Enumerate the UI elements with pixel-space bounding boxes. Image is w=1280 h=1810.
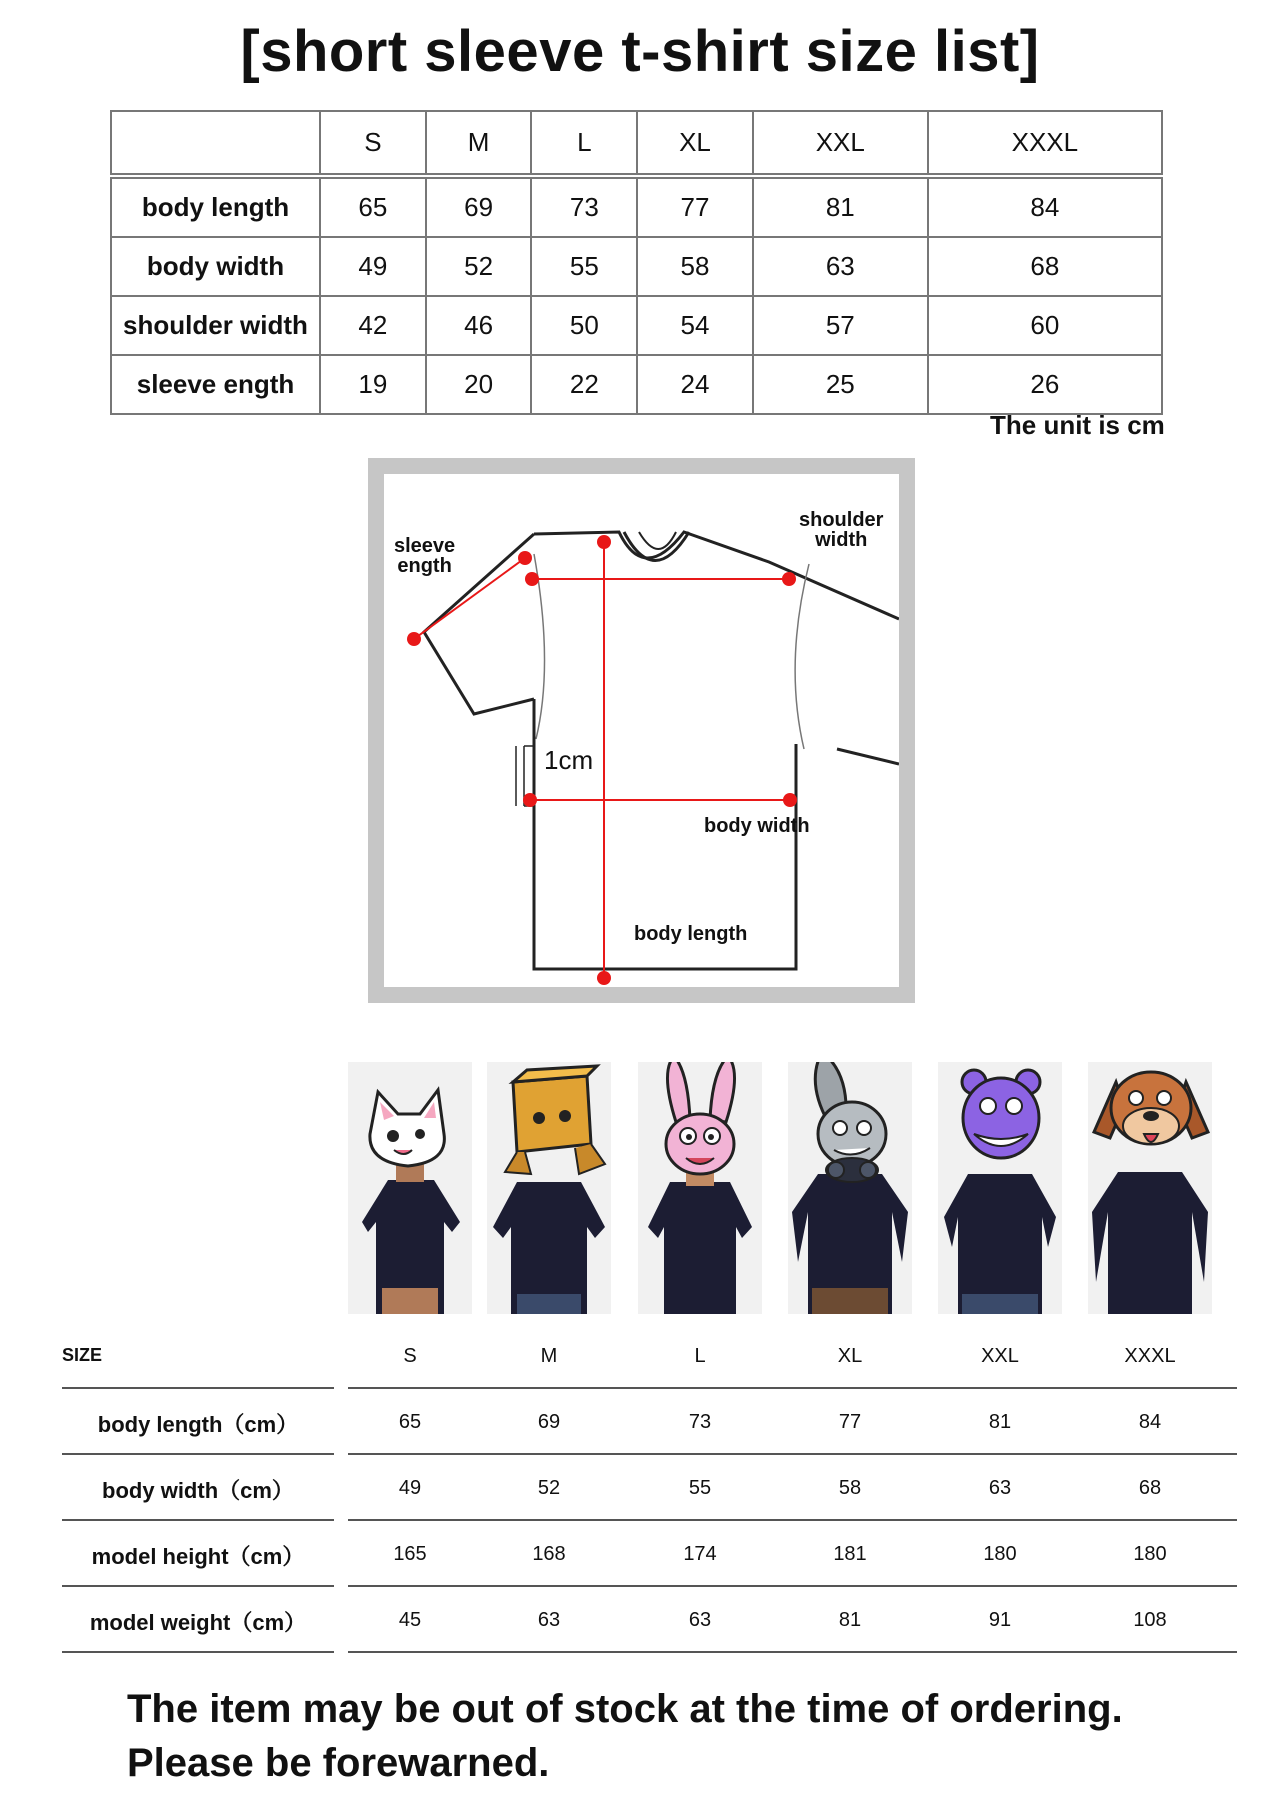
table-cell: 63 (753, 237, 928, 296)
model-photo-m (487, 1062, 611, 1314)
measure-point (525, 572, 539, 586)
table-cell: 45 (398, 1609, 422, 1631)
body-width-label: body width (704, 815, 810, 837)
table-row (111, 237, 1162, 296)
table-cell: 174 (683, 1543, 717, 1565)
table-row (111, 355, 1162, 414)
table-cell: 168 (532, 1543, 566, 1565)
brown-dog-mask-icon (1088, 1062, 1212, 1314)
offset-label: 1cm (544, 745, 594, 775)
table-cell: 63 (688, 1609, 712, 1631)
measure-point (597, 535, 611, 549)
table-cell: 81 (838, 1609, 862, 1631)
table-cell: 19 (320, 355, 426, 414)
size-column-header: SIZE (62, 1345, 103, 1365)
table-cell: 57 (753, 296, 928, 355)
table-cell: 68 (928, 237, 1162, 296)
table-cell: 81 (753, 176, 928, 237)
table-cell: 55 (531, 237, 637, 296)
table-cell: 49 (320, 237, 426, 296)
cardboard-box-mask-icon (487, 1062, 611, 1314)
table-cell: 165 (393, 1543, 427, 1565)
row-label: sleeve ength (111, 355, 320, 414)
table-cell: 46 (426, 296, 532, 355)
model-photo-l (638, 1062, 762, 1314)
table-cell: 65 (398, 1411, 422, 1433)
row-label: body length（cm） (97, 1412, 299, 1437)
row-label: shoulder width (111, 296, 320, 355)
table-cell: 180 (983, 1543, 1017, 1565)
table-cell: 22 (531, 355, 637, 414)
row-divider (62, 1453, 334, 1455)
table-cell: 84 (928, 176, 1162, 237)
corner-cell (111, 111, 320, 176)
table-cell: 84 (1138, 1411, 1162, 1433)
pink-rabbit-mask-icon (638, 1062, 762, 1314)
size-table (110, 110, 1163, 415)
size-header: S (403, 1345, 417, 1367)
table-cell: 108 (1133, 1609, 1167, 1631)
shoulder-width-label: shoulder width (799, 509, 884, 551)
measure-point (782, 572, 796, 586)
table-cell: 77 (838, 1411, 862, 1433)
row-label: body length (111, 176, 320, 237)
measure-point (597, 971, 611, 985)
measurement-diagram (368, 458, 915, 1003)
table-cell: 54 (637, 296, 753, 355)
row-label: body width（cm） (102, 1478, 294, 1503)
table-cell: 20 (426, 355, 532, 414)
size-header: XXL (981, 1345, 1019, 1367)
body-length-label: body length (634, 923, 748, 945)
size-header-row (111, 111, 1162, 176)
table-cell: 73 (688, 1411, 712, 1433)
table-cell: 52 (426, 237, 532, 296)
table-cell: 181 (833, 1543, 867, 1565)
table-cell: 77 (637, 176, 753, 237)
row-divider (348, 1387, 1237, 1389)
row-divider (62, 1519, 334, 1521)
table-cell: 50 (531, 296, 637, 355)
table-cell: 24 (637, 355, 753, 414)
size-header: S (320, 111, 426, 176)
table-cell: 65 (320, 176, 426, 237)
table-row (111, 296, 1162, 355)
table-cell: 52 (537, 1477, 561, 1499)
table-cell: 58 (637, 237, 753, 296)
notice-line: The item may be out of stock at the time of ordering. (127, 1687, 1123, 1731)
measure-point (523, 793, 537, 807)
table-cell: 25 (753, 355, 928, 414)
model-photo-xl (788, 1062, 912, 1314)
table-row (111, 176, 1162, 237)
table-cell: 42 (320, 296, 426, 355)
purple-bear-mask-icon (938, 1062, 1062, 1314)
table-cell: 68 (1138, 1477, 1162, 1499)
row-divider (348, 1585, 1237, 1587)
row-divider (348, 1519, 1237, 1521)
row-divider (348, 1453, 1237, 1455)
size-header: M (540, 1345, 558, 1367)
table-cell: 63 (988, 1477, 1012, 1499)
model-photo-xxxl (1088, 1062, 1212, 1314)
table-cell: 26 (928, 355, 1162, 414)
model-photo-s (348, 1062, 472, 1314)
notice-line: Please be forewarned. (127, 1741, 550, 1785)
table-cell: 69 (426, 176, 532, 237)
row-label: body width (111, 237, 320, 296)
table-cell: 73 (531, 176, 637, 237)
table-cell: 81 (988, 1411, 1012, 1433)
measure-point (518, 551, 532, 565)
row-divider (62, 1387, 334, 1389)
gray-rabbit-gasmask-icon (788, 1062, 912, 1314)
row-label: model weight（cm） (89, 1610, 307, 1635)
right-sleeve-outline (837, 749, 899, 764)
measure-point (783, 793, 797, 807)
row-divider (62, 1585, 334, 1587)
page-title: [short sleeve t-shirt size list] (240, 19, 1040, 84)
table-cell: 55 (688, 1477, 712, 1499)
row-divider (348, 1651, 1237, 1653)
table-cell: 60 (928, 296, 1162, 355)
table-cell: 180 (1133, 1543, 1167, 1565)
measure-point (407, 632, 421, 646)
size-header: XXL (753, 111, 928, 176)
size-header: L (531, 111, 637, 176)
model-photo-xxl (938, 1062, 1062, 1314)
size-header: XXXL (928, 111, 1162, 176)
table-cell: 91 (988, 1609, 1012, 1631)
size-header: M (426, 111, 532, 176)
armhole-seam (795, 564, 809, 749)
row-label: model height（cm） (91, 1544, 305, 1569)
table-cell: 69 (537, 1411, 561, 1433)
unit-note: The unit is cm (990, 410, 1165, 440)
table-cell: 58 (838, 1477, 862, 1499)
row-divider (62, 1651, 334, 1653)
sleeve-length-label: sleeve ength (394, 535, 456, 577)
stock-notice (127, 1682, 1123, 1790)
table-cell: 63 (537, 1609, 561, 1631)
size-header: XXXL (1124, 1345, 1176, 1367)
size-header: L (694, 1345, 706, 1367)
size-header: XL (837, 1345, 863, 1367)
white-cat-mask-icon (348, 1062, 472, 1314)
size-header: XL (637, 111, 753, 176)
table-cell: 49 (398, 1477, 422, 1499)
